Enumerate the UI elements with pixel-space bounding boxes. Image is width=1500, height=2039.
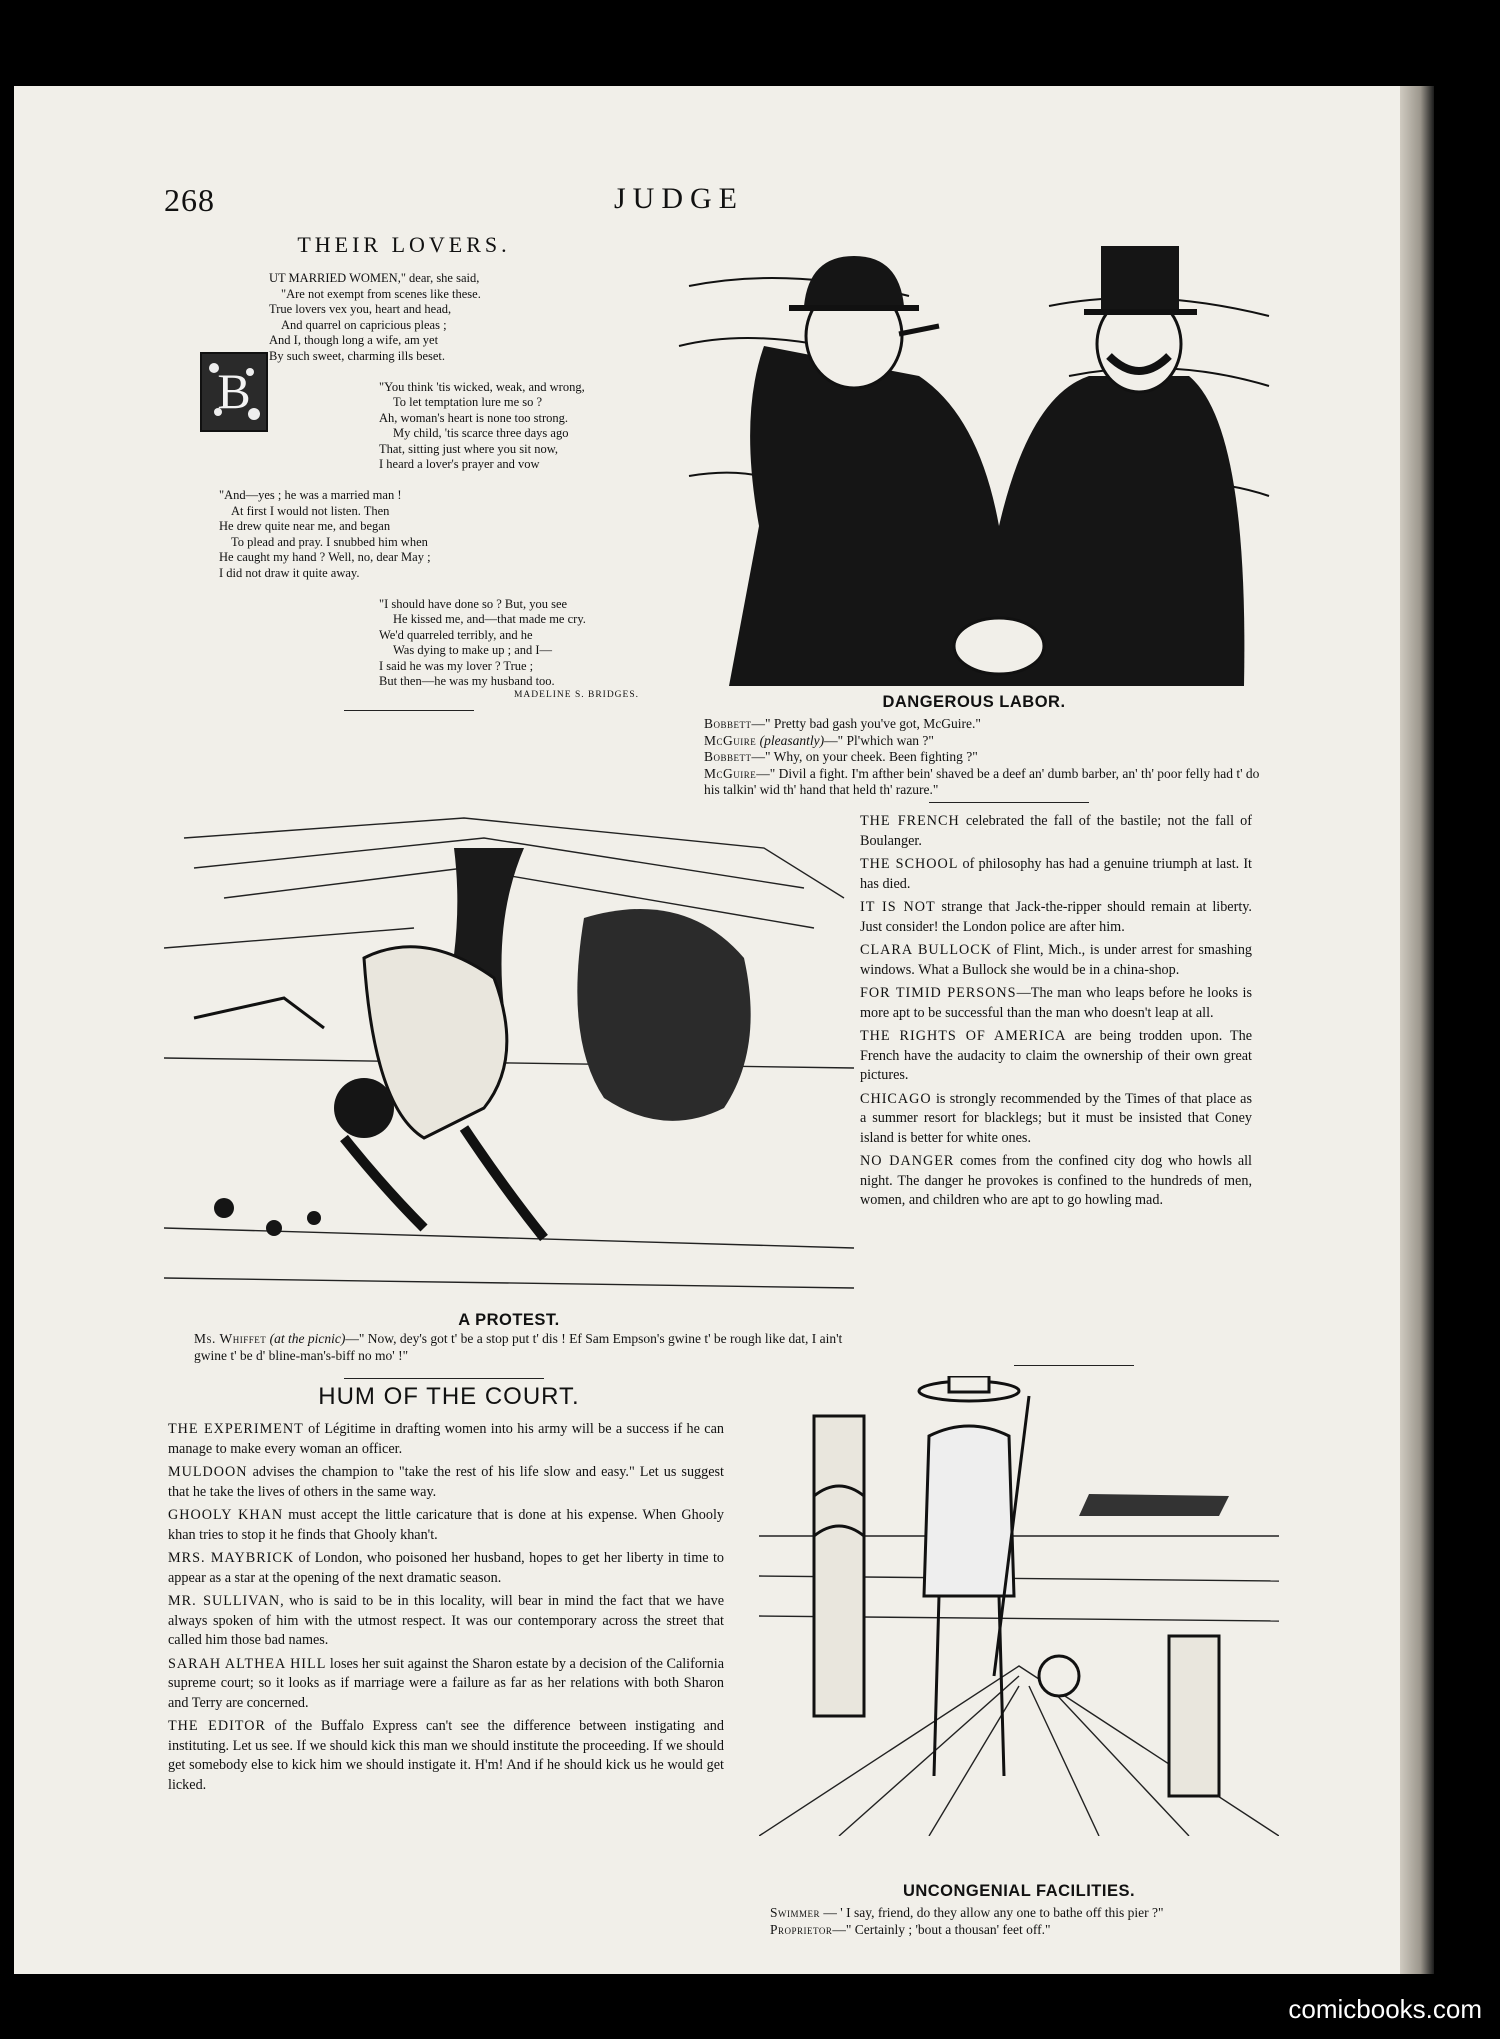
uncongenial-dialog	[770, 1905, 1290, 1938]
protest-caption-block	[164, 1311, 854, 1330]
dropcap-letter: B	[217, 363, 251, 419]
paragraph-text: of philosophy has had a genuine triumph at last. It has died.	[860, 856, 1252, 892]
dialog-text: —" Divil a fight. I'm afther bein' shaved be a deef an' dumb barber, an' th' poor felly had t' do his talkin' wid th' hand that held th' razure."	[704, 765, 1260, 797]
poem-line: He caught my hand ? Well, no, dear May ;	[219, 550, 431, 564]
poem-line: To plead and pray. I snubbed him when	[231, 534, 428, 549]
paragraph-text: of Légitime in drafting women into his army will be a success if he can manage to make every woman an officer.	[168, 1421, 724, 1457]
paragraph-lead: SARAH ALTHEA HILL	[168, 1655, 327, 1672]
divider	[929, 802, 1089, 803]
paragraph-lead: CLARA BULLOCK	[860, 942, 992, 958]
poem-line: By such sweet, charming ills beset.	[269, 348, 446, 363]
divider	[1014, 1365, 1134, 1366]
divider	[344, 710, 474, 711]
paragraph-lead: THE RIGHTS OF AMERICA	[860, 1028, 1067, 1044]
paragraph-item	[168, 1549, 724, 1588]
illustration-handshake	[669, 226, 1279, 686]
poem-line: "You think 'tis wicked, weak, and wrong,	[379, 379, 585, 394]
paragraph-lead: MR. SULLIVAN	[168, 1593, 281, 1609]
speaker: Swimmer	[770, 1905, 821, 1920]
section-title: HUM OF THE COURT.	[318, 1383, 580, 1410]
speaker: McGuire	[704, 732, 757, 748]
paragraph-lead: THE EXPERIMENT	[168, 1421, 304, 1437]
paragraph-lead: NO DANGER	[860, 1153, 955, 1169]
paragraph-lead: GHOOLY KHAN	[168, 1507, 284, 1523]
page-spine-shadow	[1400, 86, 1434, 1974]
poem-line: To let temptation lure me so ?	[393, 395, 543, 409]
poem-line: "And—yes ; he was a married man !	[219, 488, 402, 502]
paragraph-text: advises the champion to "take the rest of his life slow and easy." Let us suggest that he take the lives of others in the same way.	[168, 1464, 724, 1500]
paragraph-item	[168, 1717, 724, 1795]
paragraph-lead: FOR TIMID PERSONS	[860, 985, 1017, 1001]
poem-line: He drew quite near me, and began	[219, 519, 391, 533]
paragraph-item	[860, 984, 1252, 1023]
paragraph-item	[168, 1420, 724, 1459]
magazine-page	[14, 86, 1434, 1974]
paragraph-item	[860, 1152, 1252, 1211]
paragraph-text: are being trodden upon. The French have the audacity to claim the ownership of their own great pictures.	[860, 1028, 1252, 1083]
cartoon-caption: A PROTEST.	[458, 1311, 560, 1329]
poem-line: My child, 'tis scarce three days ago	[393, 426, 569, 440]
cartoon-caption: UNCONGENIAL FACILITIES.	[902, 1882, 1136, 1900]
poem-line: True lovers vex you, heart and head,	[269, 302, 452, 316]
dialog-text: —" Certainly ; 'bout a thousan' feet off."	[832, 1921, 1051, 1937]
dangerous-labor-caption-block	[669, 693, 1279, 712]
paragraph-item	[168, 1655, 724, 1714]
paragraph-text: comes from the confined city dog who howls all night. The danger he provokes is confined to the hundreds of men, women, and children who are apt to go howling mad.	[860, 1153, 1252, 1208]
paragraph-lead: THE FRENCH	[860, 813, 960, 829]
paragraph-text: loses her suit against the Sharon estate by a decision of the California supreme court; so it looks as if marriage were a failure as far as her relations with both Sharon and Terry are concerned.	[168, 1655, 724, 1711]
paragraph-lead: CHICAGO	[860, 1090, 932, 1107]
paragraph-lead: IT IS NOT	[860, 899, 936, 915]
paragraph-text: strange that Jack-the-ripper should remain at liberty. Just consider! the London police are after him.	[860, 899, 1252, 935]
poem-line: I did not draw it quite away.	[219, 565, 360, 580]
poem-line: At first I would not listen. Then	[231, 503, 390, 518]
dialog-text: —" Pretty bad gash you've got, McGuire."	[751, 716, 981, 731]
dialog-text: —" Why, on your cheek. Been fighting ?"	[751, 749, 978, 764]
cartoon-caption: DANGEROUS LABOR.	[882, 693, 1066, 711]
paragraph-text: is strongly recommended by the Times of that place as a summer resort for blacklegs; but it must be insisted that Coney island is better for white ones.	[860, 1090, 1252, 1146]
paragraph-text: must accept the little caricature that is done at his expense. When Ghooly khan tries to stop it he finds that Ghooly khan't.	[168, 1507, 724, 1543]
paragraph-text: of London, who poisoned her husband, hopes to get her liberty in time to appear as a star at the opening of the next dramatic season.	[168, 1550, 724, 1586]
paragraph-item	[860, 1090, 1252, 1149]
dialog-text: — ' I say, friend, do they allow any one to bathe off this pier ?"	[820, 1905, 1164, 1920]
stage-direction: (pleasantly)	[759, 732, 825, 748]
paragraph-item	[860, 1027, 1252, 1086]
dialog-text: —" Now, dey's got t' be a stop put t' dis ! Ef Sam Empson's gwine t' be rough like dat, I ain't gwine t' be d' bline-man's-biff no mo' !"	[194, 1331, 843, 1363]
masthead: JUDGE	[614, 182, 744, 215]
paragraph-lead: MRS. MAYBRICK	[168, 1550, 295, 1566]
poem-line: Was dying to make up ; and I—	[393, 643, 553, 657]
poem-line: He kissed me, and—that made me cry.	[393, 612, 586, 626]
poem-line: Ah, woman's heart is none too strong.	[379, 410, 569, 425]
dialog-text: —" Pl'which wan ?"	[824, 732, 934, 748]
uncongenial-caption-block	[759, 1882, 1279, 1901]
protest-dialog	[164, 1331, 844, 1364]
paragraph-column-right	[860, 812, 1252, 1215]
poem-line: But then—he was my husband too.	[379, 674, 555, 688]
paragraph-lead: THE SCHOOL	[860, 856, 959, 872]
poem-signature: MADELINE S. BRIDGES.	[513, 689, 639, 700]
paragraph-text: celebrated the fall of the bastile; not the fall of Boulanger.	[860, 813, 1252, 849]
divider	[344, 1378, 544, 1379]
poem-line: UT MARRIED WOMEN," dear, she said,	[269, 271, 480, 285]
hum-of-the-court-section	[174, 1383, 724, 1411]
paragraph-lead: THE EDITOR	[168, 1718, 266, 1734]
poem-title: THEIR LOVERS.	[297, 232, 511, 257]
illustration-picnic	[164, 808, 854, 1308]
stage-direction: (at the picnic)	[269, 1331, 346, 1346]
paragraph-item	[860, 898, 1252, 937]
speaker: Ms. Whiffet	[194, 1331, 267, 1346]
poem-line: "Are not exempt from scenes like these.	[281, 286, 481, 301]
paragraph-text: —The man who leaps before he looks is more apt to be successful than the man who doesn't leap at all.	[860, 985, 1252, 1021]
paragraph-item	[860, 941, 1252, 980]
poem-line: I heard a lover's prayer and vow	[379, 457, 540, 471]
poem-block	[164, 232, 644, 258]
speaker: Bobbett	[704, 716, 752, 731]
speaker: Proprietor	[770, 1921, 833, 1937]
paragraph-lead: MULDOON	[168, 1464, 248, 1480]
poem-line: "I should have done so ? But, you see	[379, 596, 568, 611]
poem-line: That, sitting just where you sit now,	[379, 441, 559, 456]
poem-line: And quarrel on capricious pleas ;	[281, 317, 447, 332]
paragraph-item	[168, 1592, 724, 1651]
speaker: McGuire	[704, 765, 757, 781]
speaker: Bobbett	[704, 749, 752, 764]
poem-line: I said he was my lover ? True ;	[379, 658, 534, 673]
paragraph-item	[168, 1506, 724, 1545]
paragraph-item	[860, 855, 1252, 894]
poem-line: We'd quarreled terribly, and he	[379, 627, 533, 642]
page-number: 268	[164, 182, 215, 218]
paragraph-item	[168, 1463, 724, 1502]
dangerous-labor-dialog	[664, 716, 1274, 799]
paragraph-text: , who is said to be in this locality, will bear in mind the fact that we have always spoken of him with the utmost respect. It was our contemporary across the street that called him those bad names.	[168, 1593, 724, 1648]
paragraph-text: of the Buffalo Express can't see the difference between instigating and instituting. Let us see. If we should kick this man we should institute the proceeding. If we should get somebody else to kick him we should instigate it. H'm! And if he should kick us he would get licked.	[168, 1718, 724, 1793]
hum-of-the-court-paragraphs	[168, 1420, 724, 1799]
poem-lines	[199, 271, 659, 700]
poem-line: And I, though long a wife, am yet	[269, 333, 439, 347]
paragraph-text: of Flint, Mich., is under arrest for smashing windows. What a Bullock she would be in a china-shop.	[860, 942, 1253, 978]
paragraph-item	[860, 812, 1252, 851]
watermark: comicbooks.com	[1288, 1994, 1482, 2024]
illustration-pier	[759, 1376, 1279, 1836]
